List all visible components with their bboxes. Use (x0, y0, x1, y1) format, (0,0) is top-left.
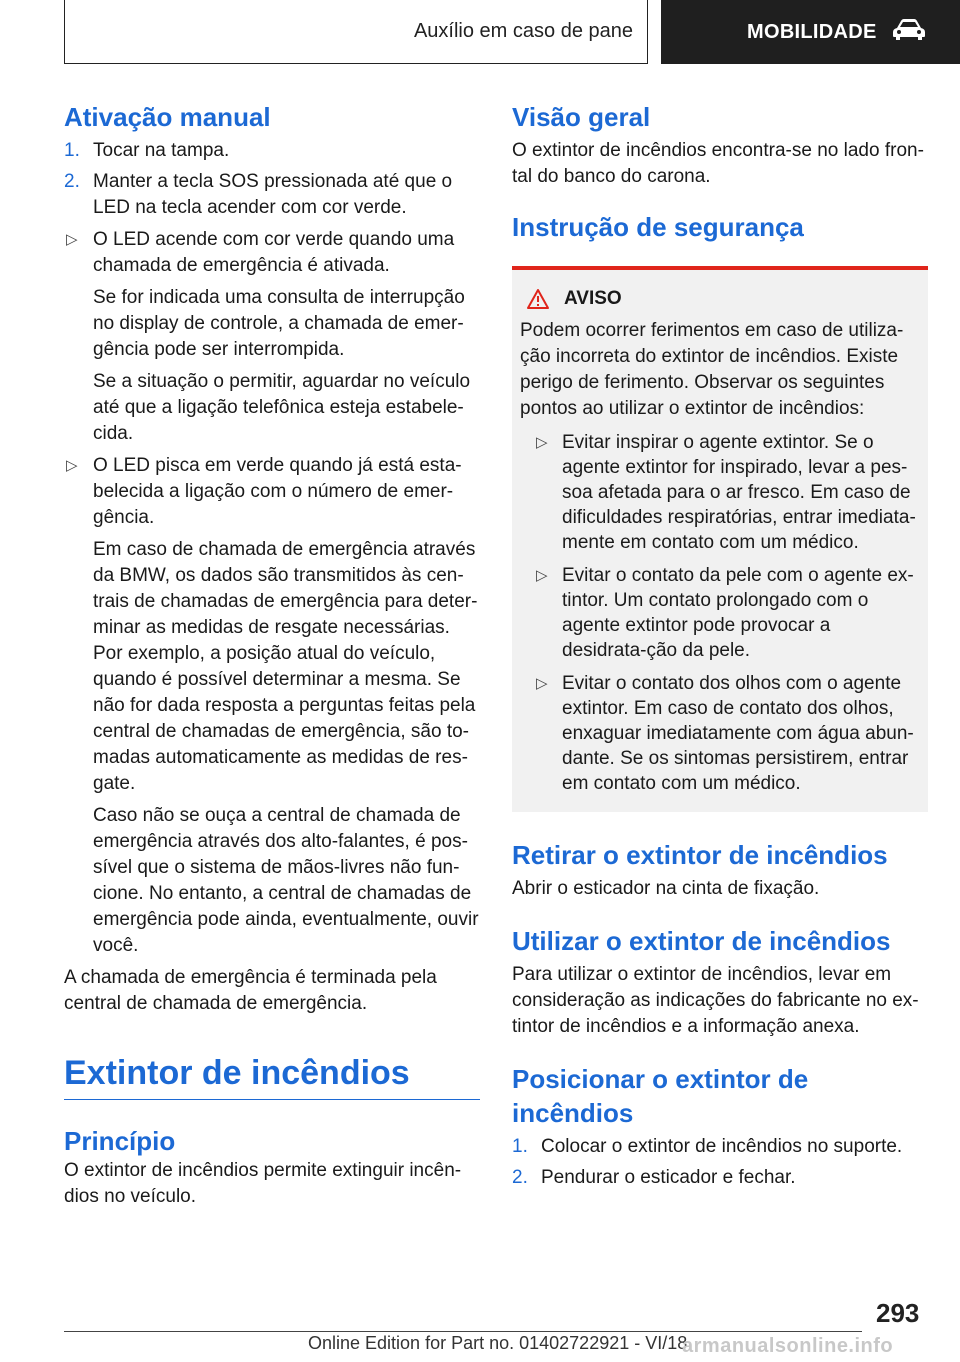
step-text: Manter a tecla SOS pressionada até que o LED na tecla acender com cor verde. (93, 171, 453, 218)
warning-bullet (520, 430, 918, 555)
warning-triangle-icon (526, 288, 550, 310)
warning-bullet-text: Evitar inspirar o agente extintor. Se o agente extintor for inspirado, levar a pes-soa afetada para o ar fresco. Em caso de dificuldades respiratórias, entrar imediata-mente em contato com um médico. (562, 432, 916, 553)
footer-watermark: armanualsonline.info (682, 1335, 894, 1357)
chapter-heading-block (64, 1051, 480, 1100)
position-steps (512, 1134, 928, 1191)
header-section-title: Auxílio em caso de pane (413, 20, 633, 42)
step-text: Tocar na tampa. (93, 140, 230, 161)
manual-activation-heading: Ativação manual (64, 102, 271, 132)
left-column (64, 100, 480, 1210)
step-number: 1. (512, 1136, 528, 1157)
use-heading: Utilizar o extintor de incêndios (512, 926, 891, 956)
overview-heading: Visão geral (512, 102, 651, 132)
step-number: 2. (512, 1167, 528, 1188)
activation-steps (64, 138, 480, 221)
warning-header (520, 288, 918, 310)
bullet-note: Se for indicada uma consulta de interrupção no display de controle, a chamada de emer-gência pode ser interrompida. (93, 287, 465, 360)
triangle-bullet-icon: ▷ (66, 457, 78, 474)
footer-divider (64, 1331, 862, 1332)
step-number: 1. (64, 140, 80, 161)
bullet-text: O LED pisca em verde quando já está esta-belecida a ligação com o número de emer-gência. (93, 455, 462, 528)
header-section-tab (64, 0, 648, 64)
right-column (512, 100, 928, 1196)
step-item (64, 138, 480, 164)
bullet-text: O LED acende com cor verde quando uma chamada de emergência é ativada. (93, 229, 455, 276)
car-icon (891, 17, 927, 47)
triangle-bullet-icon: ▷ (66, 231, 78, 248)
use-text: Para utilizar o extintor de incêndios, levar em consideração as indicações do fabricante no ex-tintor de incêndios e a informação anexa. (512, 964, 919, 1037)
overview-text: O extintor de incêndios encontra-se no lado fron-tal do banco do carona. (512, 140, 924, 187)
safety-heading: Instrução de segurança (512, 212, 804, 242)
result-bullet (64, 227, 480, 279)
result-bullet (64, 453, 480, 531)
bullet-note: Caso não se ouça a central de chamada de emergência através dos alto-falantes, é pos-sível que o sistema de mãos-livres não fun-cione. No entanto, a central de chamadas de emergência pode ainda, eventualmente, ouvir você. (93, 805, 479, 956)
bullet-note: Se a situação o permitir, aguardar no veículo até que a ligação telefônica esteja estabele-cida. (93, 371, 471, 444)
step-number: 2. (64, 171, 80, 192)
footer-edition: Online Edition for Part no. 01402722921 - VI/18 (308, 1333, 688, 1353)
step-text: Pendurar o esticador e fechar. (541, 1167, 796, 1188)
step-text: Colocar o extintor de incêndios no suporte. (541, 1136, 903, 1157)
warning-label: AVISO (564, 288, 622, 309)
principle-text: O extintor de incêndios permite extinguir incên-dios no veículo. (64, 1160, 462, 1207)
position-heading: Posicionar o extintor de incêndios (512, 1064, 809, 1128)
triangle-bullet-icon: ▷ (536, 434, 548, 451)
step-item (512, 1134, 928, 1160)
triangle-bullet-icon: ▷ (536, 567, 548, 584)
warning-bullet (520, 671, 918, 796)
warning-bullet (520, 563, 918, 663)
principle-heading: Princípio (64, 1126, 176, 1156)
bullet-note: Em caso de chamada de emergência através da BMW, os dados são transmitidos às cen-trais de chamadas de emergência para deter-minar as medidas de resgate necessárias. Por exemplo, a posição atual do veículo, quando é possível determinar a mesma. Se não for dada resposta a perguntas feitas pela central de chamadas de emergência, são to-madas automaticamente as medidas de res-gate. (93, 539, 478, 794)
chapter-title: Extintor de incêndios (64, 1054, 410, 1092)
warning-box (512, 266, 928, 812)
triangle-bullet-icon: ▷ (536, 675, 548, 692)
page-number: 293 (876, 1298, 920, 1328)
header-category: MOBILIDADE (747, 20, 877, 43)
header-category-block (661, 0, 960, 64)
warning-bullet-text: Evitar o contato dos olhos com o agente extintor. Em caso de contato dos olhos, enxaguar imediatamente com água abun-dante. Se os sintomas persistirem, entrar em contato com um médico. (562, 673, 914, 794)
warning-intro: Podem ocorrer ferimentos em caso de utiliza-ção incorreta do extintor de incêndios. Existe perigo de ferimento. Observar os seguintes pontos ao utilizar o extintor de incêndios: (520, 320, 904, 419)
remove-text: Abrir o esticador na cinta de fixação. (512, 878, 820, 899)
remove-heading: Retirar o extintor de incêndios (512, 840, 888, 870)
step-item (512, 1165, 928, 1191)
closing-paragraph: A chamada de emergência é terminada pela central de chamada de emergência. (64, 967, 437, 1014)
step-item (64, 169, 480, 221)
warning-bullet-text: Evitar o contato da pele com o agente ex-tintor. Um contato prolongado com o agente extintor pode provocar a desidrata-ção da pele. (562, 565, 914, 661)
